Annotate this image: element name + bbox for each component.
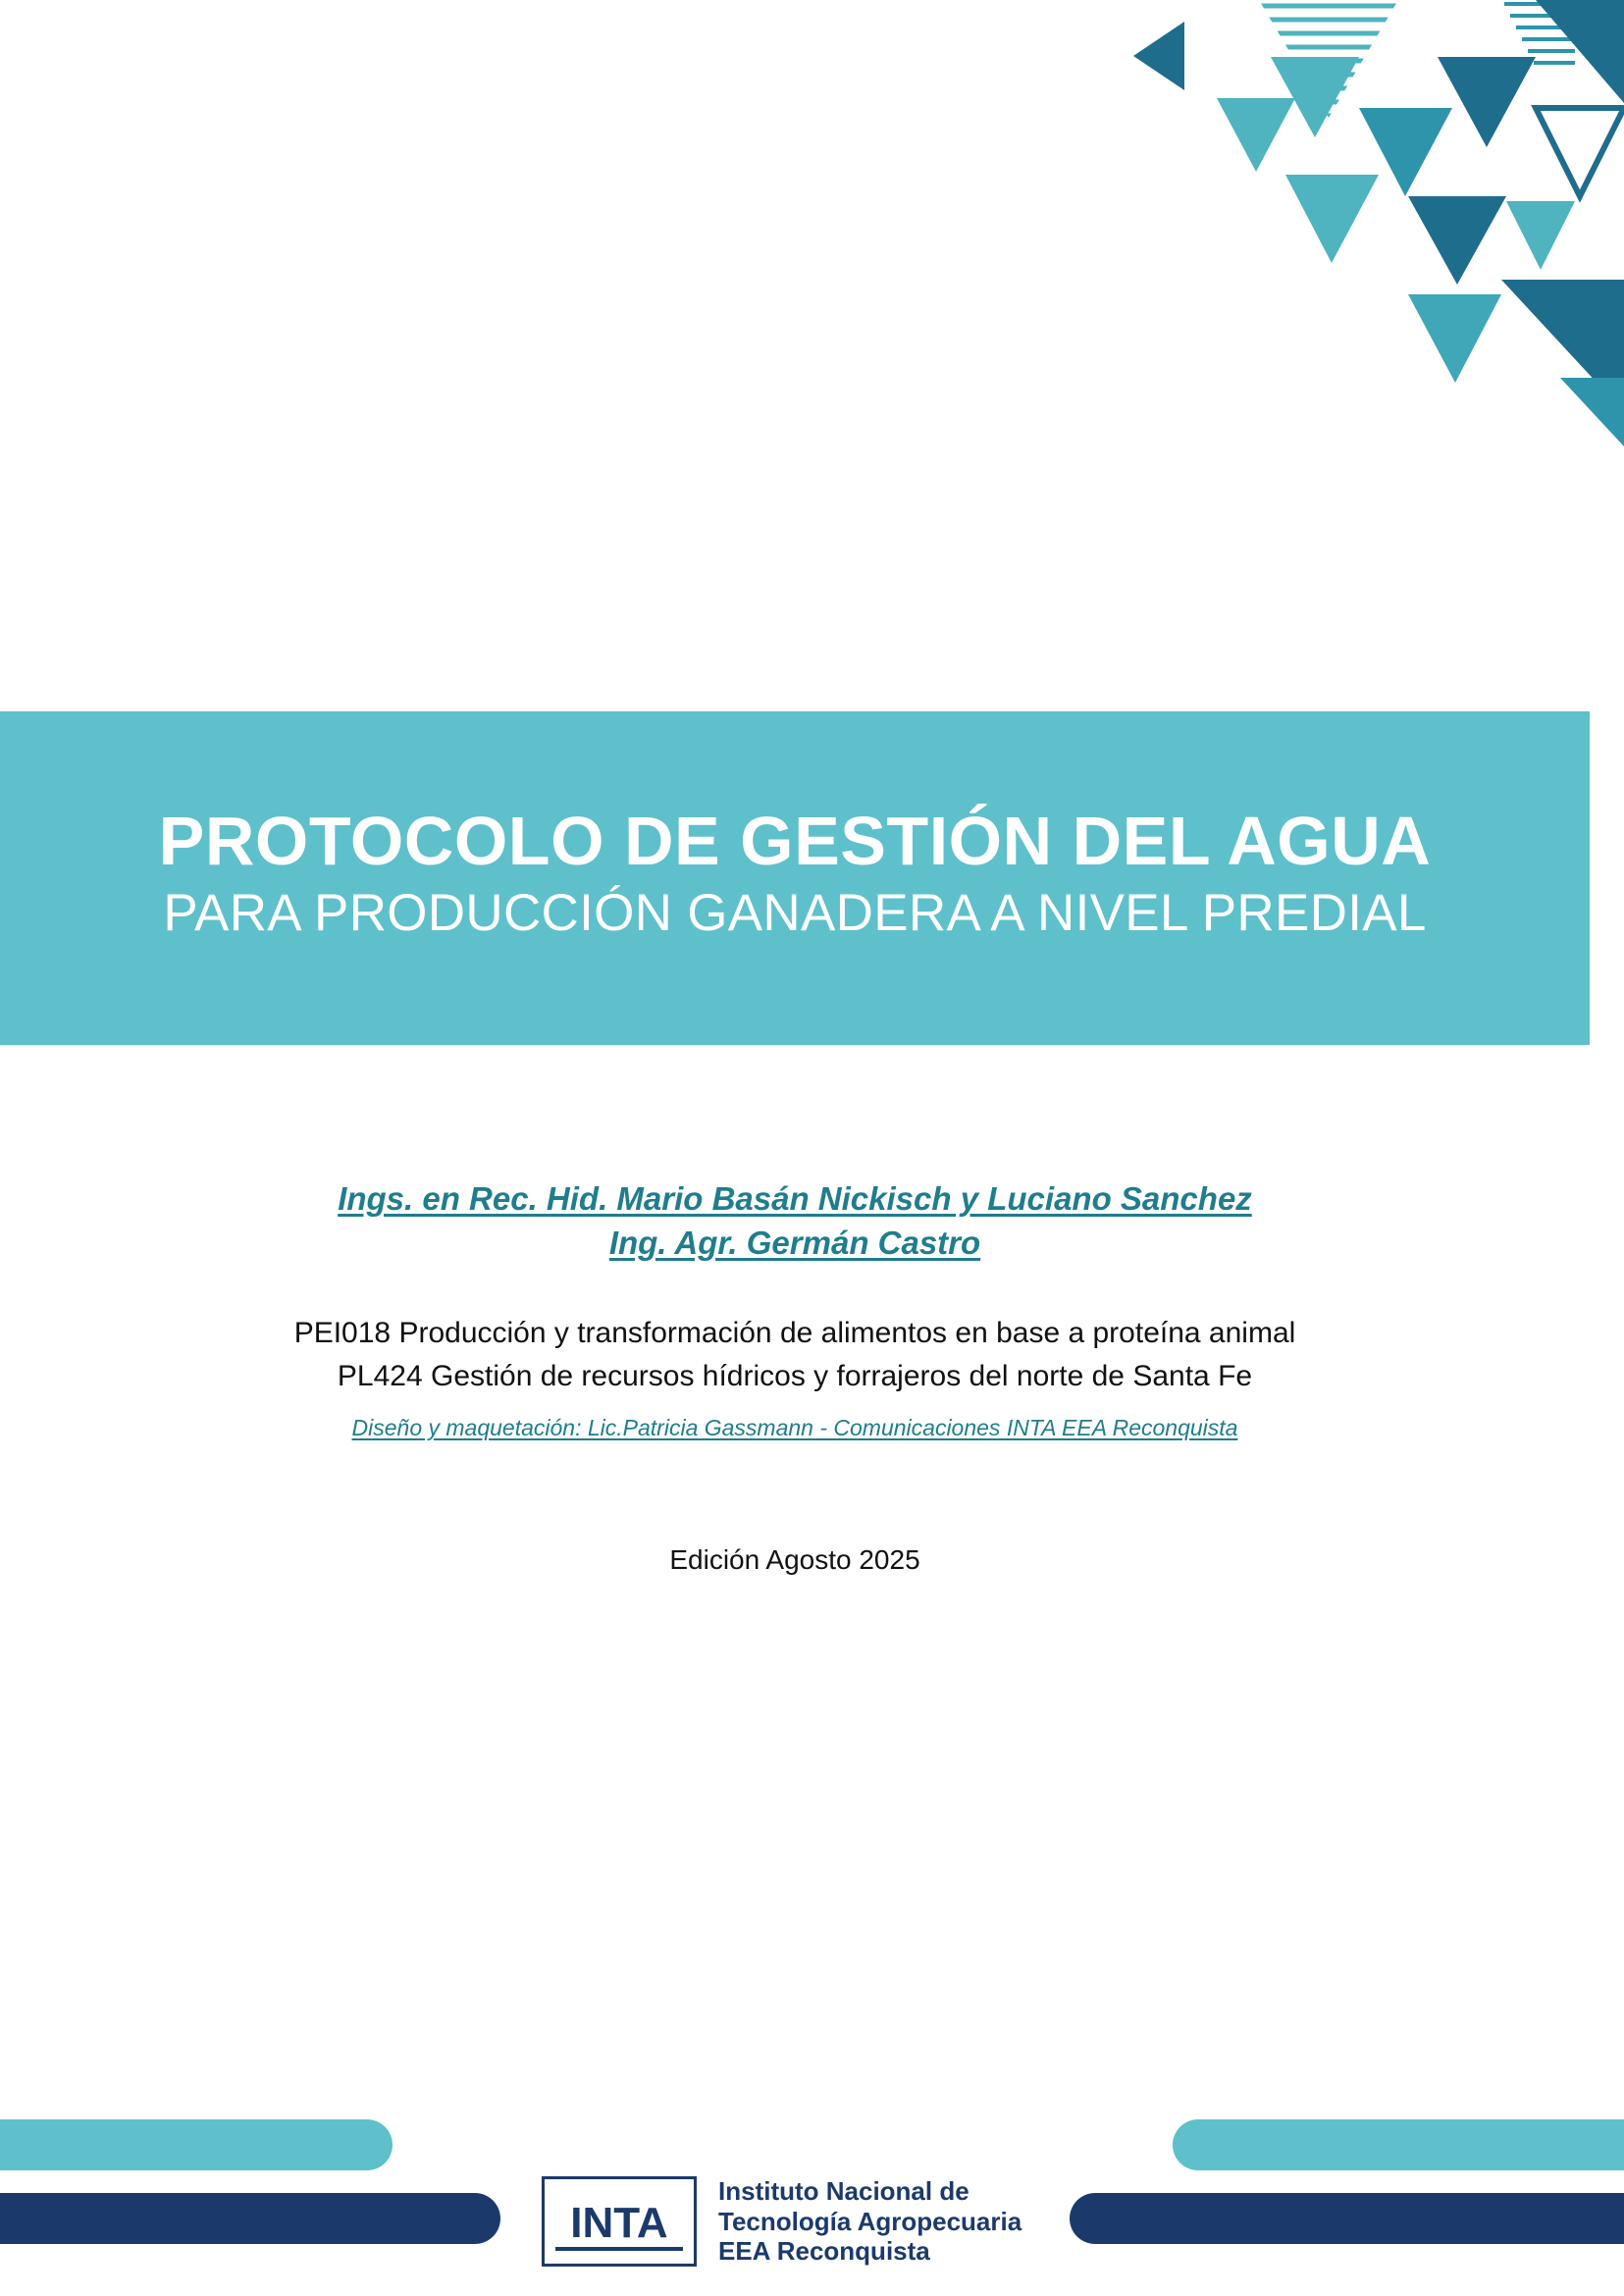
title-band (0, 711, 1590, 1045)
authors-line-2: Ing. Agr. Germán Castro (608, 1224, 981, 1261)
authors (0, 1177, 1590, 1265)
authors-line-1: Ings. en Rec. Hid. Mario Basán Nickisch y Luciano Sanchez (338, 1180, 1252, 1217)
page-subtitle: PARA PRODUCCIÓN GANADERA A NIVEL PREDIAL (163, 883, 1427, 942)
project-lines (0, 1312, 1590, 1397)
credits-block (0, 1177, 1590, 1576)
project-line-2: PL424 Gestión de recursos hídricos y forrajeros del norte de Santa Fe (337, 1359, 1253, 1392)
svg-text:INTA: INTA (570, 2199, 668, 2247)
footer-bar-left-teal (0, 2119, 393, 2170)
design-credit: Diseño y maquetación: Lic.Patricia Gassmann - Comunicaciones INTA EEA Reconquista (351, 1415, 1238, 1441)
page-title: PROTOCOLO DE GESTIÓN DEL AGUA (158, 803, 1432, 880)
inta-logo (542, 2176, 1022, 2267)
inta-logo-text (718, 2176, 1022, 2267)
project-line-1: PEI018 Producción y transformación de alimentos en base a proteína animal (293, 1317, 1296, 1350)
decorative-triangles-top (1114, 0, 1624, 491)
inta-line-3: EEA Reconquista (718, 2236, 930, 2267)
footer-bar-right-navy (1070, 2193, 1624, 2244)
footer-bar-right-teal (1173, 2119, 1624, 2170)
inta-line-2: Tecnología Agropecuaria (718, 2206, 1022, 2236)
edition-date: Edición Agosto 2025 (669, 1544, 920, 1576)
inta-line-1: Instituto Nacional de (718, 2176, 969, 2206)
footer-bar-left-navy (0, 2193, 500, 2244)
inta-logo-icon (542, 2176, 697, 2267)
